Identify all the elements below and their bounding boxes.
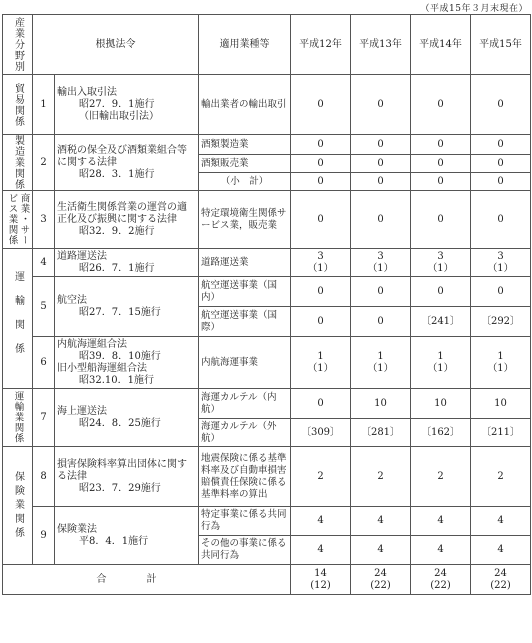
industry-cell: 輸出業者の輸出取引 — [199, 75, 291, 135]
value-cell: 0 — [411, 75, 471, 135]
value-cell: 2 — [291, 447, 351, 507]
value-cell: 0 — [291, 277, 351, 307]
header-year: 平成14年 — [411, 15, 471, 75]
value-cell: 0 — [291, 135, 351, 155]
industry-cell: 海運カルテル（外航） — [199, 419, 291, 447]
table-row — [3, 135, 531, 155]
value-cell: 0 — [471, 155, 531, 173]
value-cell: 4 — [291, 536, 351, 565]
category-cell: 保険業関係 — [3, 447, 33, 565]
value-cell: 0 — [291, 307, 351, 337]
law-number: 4 — [33, 249, 55, 277]
value-cell: 10 — [411, 389, 471, 419]
law-cell: 道路運送法 昭26．7．1施行 — [55, 249, 199, 277]
value-cell: 0 — [351, 173, 411, 191]
total-cell: 24 (22) — [351, 565, 411, 595]
law-number: 5 — [33, 277, 55, 337]
table-row — [3, 507, 531, 536]
law-number: 6 — [33, 337, 55, 389]
industry-cell: 地震保険に係る基準料率及び自動車損害賠償責任保険に係る基準料率の算出 — [199, 447, 291, 507]
value-cell: 〔241〕 — [411, 307, 471, 337]
category-cell: 商業・サービス業関係 — [3, 191, 33, 249]
law-cell: 輸出入取引法 昭27．9．1施行 （旧輸出取引法） — [55, 75, 199, 135]
table-row — [3, 447, 531, 507]
law-cell: 損害保険料率算出団体に関す る法律 昭23．7．29施行 — [55, 447, 199, 507]
value-cell: 4 — [471, 536, 531, 565]
value-cell: 3 （1） — [291, 249, 351, 277]
total-row — [3, 565, 531, 595]
industry-cell: 内航海運事業 — [199, 337, 291, 389]
header-category: 産業分野別 — [3, 15, 33, 75]
value-cell: 0 — [471, 135, 531, 155]
value-cell: 0 — [411, 191, 471, 249]
law-number: 9 — [33, 507, 55, 565]
value-cell: 〔162〕 — [411, 419, 471, 447]
value-cell: 0 — [351, 307, 411, 337]
header-row — [3, 15, 531, 75]
law-cell: 生活衛生関係営業の運営の適 正化及び振興に関する法律 昭32．9．2施行 — [55, 191, 199, 249]
value-cell: 0 — [411, 155, 471, 173]
value-cell: 0 — [411, 277, 471, 307]
value-cell: 0 — [351, 277, 411, 307]
value-cell: 0 — [291, 191, 351, 249]
header-industry: 適用業種等 — [199, 15, 291, 75]
industry-cell: 航空運送事業（国内） — [199, 277, 291, 307]
value-cell: 0 — [291, 389, 351, 419]
law-number: 7 — [33, 389, 55, 447]
industry-cell: 航空運送事業（国際） — [199, 307, 291, 337]
industry-cell: 酒類製造業 — [199, 135, 291, 155]
value-cell: 〔309〕 — [291, 419, 351, 447]
value-cell: 1 （1） — [471, 337, 531, 389]
law-number: 8 — [33, 447, 55, 507]
total-cell: 24 (22) — [411, 565, 471, 595]
value-cell: 0 — [471, 75, 531, 135]
value-cell: 2 — [471, 447, 531, 507]
value-cell: 4 — [411, 536, 471, 565]
total-cell: 24 (22) — [471, 565, 531, 595]
as-of-note: （平成15年３月末現在） — [420, 4, 528, 14]
value-cell: 2 — [351, 447, 411, 507]
industry-cell: 特定環境衛生関係サービス業，販売業 — [199, 191, 291, 249]
value-cell: 3 （1） — [351, 249, 411, 277]
law-cell: 海上運送法 昭24．8．25施行 — [55, 389, 199, 447]
value-cell: 0 — [411, 135, 471, 155]
industry-cell: 酒類販売業 — [199, 155, 291, 173]
value-cell: 0 — [471, 191, 531, 249]
category-cell: 製造業関係 — [3, 135, 33, 191]
value-cell: 0 — [471, 173, 531, 191]
total-cell: 14 (12) — [291, 565, 351, 595]
table-row — [3, 277, 531, 307]
law-number: 1 — [33, 75, 55, 135]
category-cell: 運輸業関係 — [3, 389, 33, 447]
total-label: 合計 — [3, 565, 291, 595]
table-row — [3, 191, 531, 249]
law-number: 2 — [33, 135, 55, 191]
value-cell: 3 （1） — [411, 249, 471, 277]
industry-cell: その他の事業に係る共同行為 — [199, 536, 291, 565]
value-cell: 1 （1） — [291, 337, 351, 389]
law-cell: 内航海運組合法 昭39．8．10施行 旧小型船海運組合法 昭32.10．1施行 — [55, 337, 199, 389]
value-cell: 4 — [351, 536, 411, 565]
industry-cell: 海運カルテル（内航） — [199, 389, 291, 419]
value-cell: 2 — [411, 447, 471, 507]
table-row — [3, 75, 531, 135]
industry-cell: 道路運送業 — [199, 249, 291, 277]
value-cell: 〔211〕 — [471, 419, 531, 447]
value-cell: 0 — [351, 191, 411, 249]
value-cell: 1 （1） — [351, 337, 411, 389]
law-cell: 保険業法 平8．4．1施行 — [55, 507, 199, 565]
value-cell: 4 — [471, 507, 531, 536]
value-cell: 4 — [291, 507, 351, 536]
value-cell: 10 — [471, 389, 531, 419]
law-cell: 航空法 昭27．7．15施行 — [55, 277, 199, 337]
value-cell: 0 — [291, 173, 351, 191]
subtotal-label: （小 計） — [199, 173, 291, 191]
value-cell: 4 — [411, 507, 471, 536]
value-cell: 0 — [471, 277, 531, 307]
value-cell: 10 — [351, 389, 411, 419]
value-cell: 1 （1） — [411, 337, 471, 389]
header-law: 根拠法令 — [33, 15, 199, 75]
category-cell: 運輸関係 — [3, 249, 33, 389]
category-cell: 貿易関係 — [3, 75, 33, 135]
industry-cell: 特定事業に係る共同行為 — [199, 507, 291, 536]
header-year: 平成13年 — [351, 15, 411, 75]
value-cell: 0 — [351, 135, 411, 155]
law-cell: 酒税の保全及び酒類業組合等 に関する法律 昭28．3．1施行 — [55, 135, 199, 191]
value-cell: 〔292〕 — [471, 307, 531, 337]
table-row — [3, 249, 531, 277]
table-row — [3, 337, 531, 389]
value-cell: 4 — [351, 507, 411, 536]
value-cell: 3 （1） — [471, 249, 531, 277]
value-cell: 0 — [351, 155, 411, 173]
value-cell: 0 — [351, 75, 411, 135]
table-row — [3, 389, 531, 419]
value-cell: 〔281〕 — [351, 419, 411, 447]
header-year: 平成15年 — [471, 15, 531, 75]
value-cell: 0 — [411, 173, 471, 191]
header-year: 平成12年 — [291, 15, 351, 75]
cartel-table — [2, 14, 531, 595]
law-number: 3 — [33, 191, 55, 249]
value-cell: 0 — [291, 155, 351, 173]
value-cell: 0 — [291, 75, 351, 135]
